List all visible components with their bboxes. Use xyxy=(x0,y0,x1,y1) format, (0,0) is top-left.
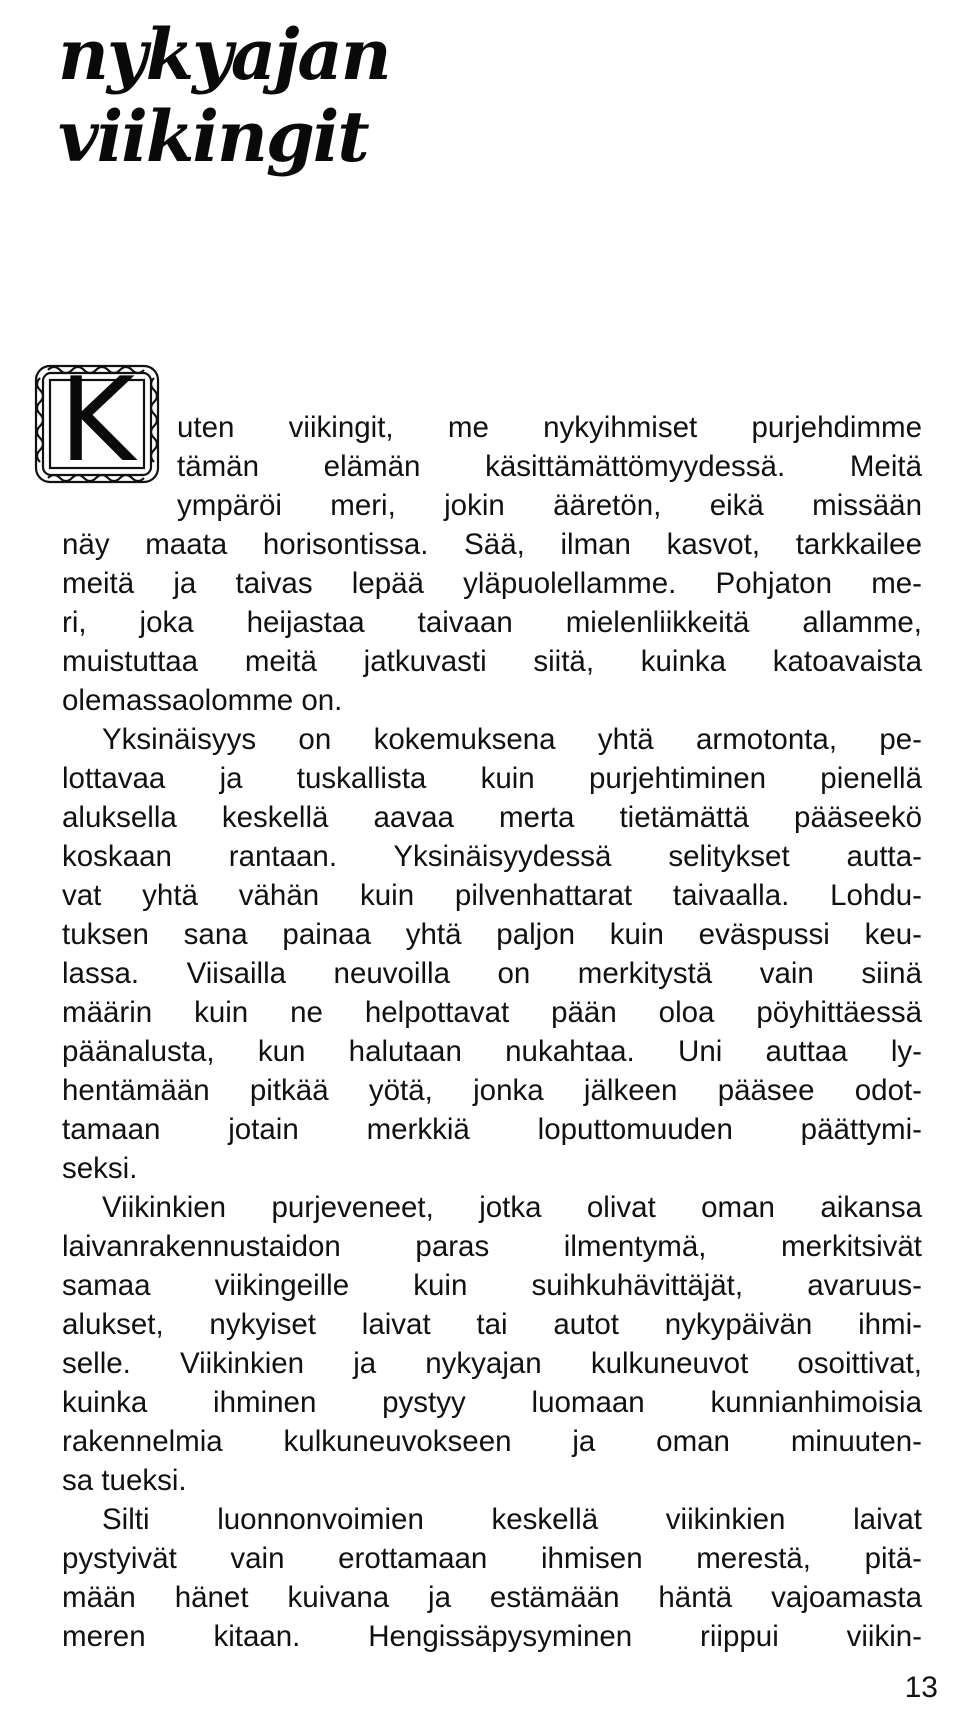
text-line: hentämään pitkää yötä, jonka jälkeen pääsee odot- xyxy=(62,1074,922,1107)
text-line: selle. Viikinkien ja nykyajan kulkuneuvot osoittivat, xyxy=(62,1347,922,1380)
text-line: tuksen sana painaa yhtä paljon kuin eväspussi keu- xyxy=(62,918,922,951)
text-line: seksi. xyxy=(62,1152,138,1185)
text-line: samaa viikingeille kuin suihkuhävittäjät, avaruus- xyxy=(62,1269,922,1302)
paragraph xyxy=(62,720,922,1188)
text-line: ympäröi meri, jokin ääretön, eikä missään xyxy=(177,489,922,522)
text-line: näy maata horisontissa. Sää, ilman kasvot, tarkkailee xyxy=(62,528,922,561)
text-line: sa tueksi. xyxy=(62,1464,187,1497)
drop-cap-letter: K xyxy=(58,353,136,488)
text-line: päänalusta, kun halutaan nukahtaa. Uni auttaa ly- xyxy=(62,1035,922,1068)
text-line: kuinka ihminen pystyy luomaan kunnianhimoisia xyxy=(62,1386,922,1419)
text-line: Silti luonnonvoimien keskellä viikinkien laivat xyxy=(102,1503,922,1536)
text-line: rakennelmia kulkuneuvokseen ja oman minuuten- xyxy=(62,1425,922,1458)
paragraph xyxy=(62,408,922,720)
body-text xyxy=(62,408,922,1656)
text-line: tamaan jotain merkkiä loputtomuuden päättymi- xyxy=(62,1113,922,1146)
page-number: 13 xyxy=(904,1671,938,1704)
text-line: koskaan rantaan. Yksinäisyydessä selitykset autta- xyxy=(62,840,922,873)
text-line: Viikinkien purjeveneet, jotka olivat oman aikansa xyxy=(102,1191,922,1224)
text-line: alukset, nykyiset laivat tai autot nykypäivän ihmi- xyxy=(62,1308,922,1341)
text-line: Yksinäisyys on kokemuksena yhtä armotonta, pe- xyxy=(102,723,922,756)
text-line: aluksella keskellä aavaa merta tietämättä pääseekö xyxy=(62,801,922,834)
text-line: lassa. Viisailla neuvoilla on merkitystä vain siinä xyxy=(62,957,922,990)
paragraph xyxy=(62,1188,922,1500)
text-line: olemassaolomme on. xyxy=(62,684,343,717)
text-line: uten viikingit, me nykyihmiset purjehdimme xyxy=(177,411,922,444)
text-line: laivanrakennustaidon paras ilmentymä, merkitsivät xyxy=(62,1230,922,1263)
text-line: määrin kuin ne helpottavat pään oloa pöyhittäessä xyxy=(62,996,922,1029)
text-line: vat yhtä vähän kuin pilvenhattarat taivaalla. Lohdu- xyxy=(62,879,922,912)
text-line: mään hänet kuivana ja estämään häntä vajoamasta xyxy=(62,1581,922,1614)
chapter-title-line-2: viikingit xyxy=(58,95,368,178)
text-line: ri, joka heijastaa taivaan mielenliikkeitä allamme, xyxy=(62,606,922,639)
chapter-title-line-1: nykyajan xyxy=(58,13,390,96)
text-line: meren kitaan. Hengissäpysyminen riippui viikin- xyxy=(62,1620,922,1653)
text-line: lottavaa ja tuskallista kuin purjehtiminen pienellä xyxy=(62,762,922,795)
text-line: meitä ja taivas lepää yläpuolellamme. Pohjaton me- xyxy=(62,567,922,600)
text-line: tämän elämän käsittämättömyydessä. Meitä xyxy=(177,450,922,483)
chapter-title xyxy=(58,14,390,178)
paragraph xyxy=(62,1500,922,1656)
text-line: muistuttaa meitä jatkuvasti siitä, kuinka katoavaista xyxy=(62,645,922,678)
text-line: pystyivät vain erottamaan ihmisen merestä, pitä- xyxy=(62,1542,922,1575)
